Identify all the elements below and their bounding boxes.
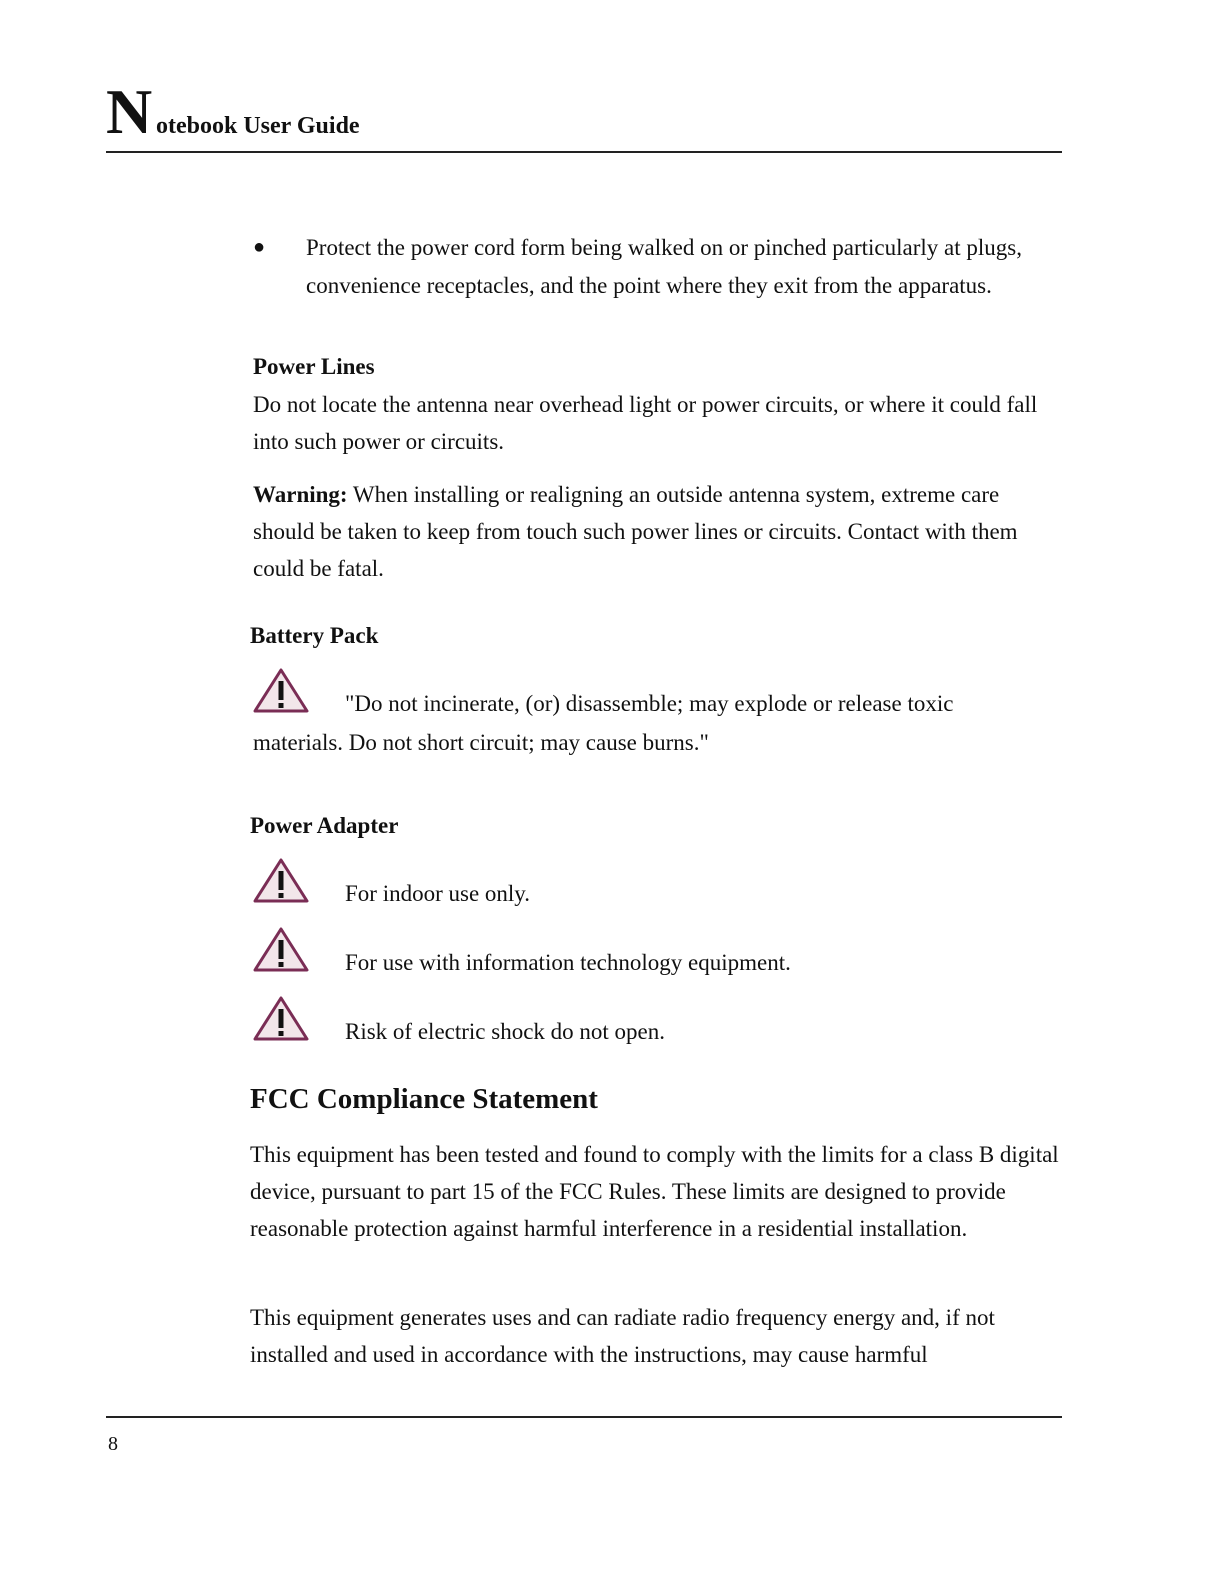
adapter-warning-row [252, 857, 1032, 909]
bullet-text: Protect the power cord form being walked on or pinched particularly at plugs, convenience receptacles, and the point where they exit from the apparatus. [306, 235, 1022, 298]
warning-triangle-icon [252, 926, 310, 974]
adapter-warning-row [252, 926, 1032, 978]
adapter-warning-text: Risk of electric shock do not open. [345, 1019, 666, 1044]
page-header [106, 76, 1062, 152]
fcc-paragraph-1: This equipment has been tested and found to comply with the limits for a class B digital device, pursuant to part 15 of the FCC Rules. These limits are designed to provide reasonable protection against harmful interference in a residential installation. [250, 1142, 1059, 1241]
header-initial: N [106, 76, 153, 147]
battery-warning-line1: "Do not incinerate, (or) disassemble; may explode or release toxic [345, 691, 954, 716]
battery-warning-line2: materials. Do not short circuit; may cause burns." [253, 730, 709, 755]
heading-power-adapter: Power Adapter [250, 813, 399, 838]
header-title: otebook User Guide [156, 113, 360, 139]
page-number: 8 [108, 1433, 118, 1455]
warning-label: Warning: [253, 482, 348, 507]
warning-paragraph [253, 476, 1053, 587]
warning-triangle-icon [252, 667, 310, 715]
heading-battery-pack: Battery Pack [250, 623, 379, 648]
warning-text: When installing or realigning an outside antenna system, extreme care should be taken to keep from touch such power lines or circuits. Contact with them could be fatal. [253, 482, 1018, 581]
header-rule [106, 151, 1062, 153]
power-lines-body: Do not locate the antenna near overhead light or power circuits, or where it could fall into such power or circuits. [253, 392, 1038, 454]
adapter-warning-text: For use with information technology equipment. [345, 950, 791, 975]
adapter-warning-row [252, 995, 1032, 1047]
footer-rule [106, 1416, 1062, 1418]
adapter-warning-text: For indoor use only. [345, 881, 531, 906]
battery-warning-row [252, 667, 1032, 719]
bullet-dot-icon: ● [253, 236, 266, 258]
heading-fcc-compliance: FCC Compliance Statement [250, 1083, 598, 1115]
warning-triangle-icon [252, 857, 310, 905]
heading-power-lines: Power Lines [253, 354, 375, 379]
warning-triangle-icon [252, 995, 310, 1043]
fcc-paragraph-2: This equipment generates uses and can radiate radio frequency energy and, if not installed and used in accordance with the instructions, may cause harmful [250, 1305, 995, 1367]
